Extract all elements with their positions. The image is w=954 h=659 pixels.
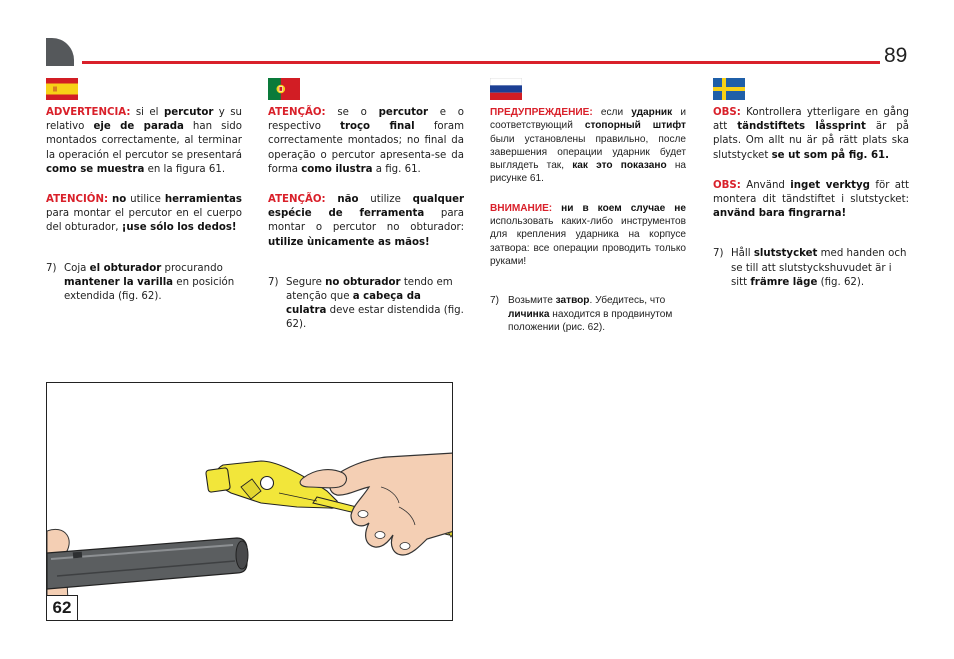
sweden-flag-icon [713, 78, 745, 100]
bolt-body-end [236, 541, 248, 569]
figure-number: 62 [47, 595, 78, 620]
warning-label: OBS: [713, 179, 741, 191]
body-text: если [592, 107, 632, 118]
body-text: para montar o percutor no obturador: [268, 208, 464, 234]
fingernail [358, 511, 368, 518]
body-text: en posición extendida (fig. 62). [64, 276, 235, 303]
figure-62 [46, 382, 453, 621]
body-text: Coja [64, 262, 90, 274]
body-text: были установлены правильно, после завершения операции ударник будет выглядеть так, [490, 133, 686, 172]
emphasis-text: como ilustra [301, 163, 373, 175]
emphasis-text: como se muestra [46, 163, 145, 175]
emphasis-text: se ut som på fig. 61. [771, 149, 889, 161]
body-text [552, 203, 561, 214]
warning-label: ПРЕДУПРЕЖДЕНИЕ: [490, 107, 593, 118]
body-text: Возьмите [508, 295, 556, 307]
emphasis-text: no [111, 194, 127, 206]
body-text: Använd [740, 179, 791, 191]
emphasis-text: använd bara fingrarna! [713, 208, 847, 220]
column-russian [490, 78, 686, 334]
russia-flag-icon [490, 78, 522, 100]
body-text: en la figura 61. [144, 163, 226, 175]
emphasis-text: percutor [378, 107, 429, 118]
emphasis-text: herramientas [164, 194, 242, 206]
firing-pin-head [206, 468, 231, 493]
emphasis-text: a cabeça da culatra [286, 291, 421, 317]
column-spanish [46, 78, 242, 304]
body-text: han sido montados correctamente, al terminar la operación el percutor se presentará [46, 121, 242, 161]
warning-paragraph [268, 106, 464, 177]
emphasis-text: não [337, 194, 359, 206]
body-text: и соответствующий [490, 107, 686, 132]
step-7 [490, 294, 686, 334]
emphasis-text: личинка [508, 308, 550, 320]
step-text [64, 262, 242, 305]
emphasis-text: troço final [340, 121, 415, 133]
portugal-flag-icon [268, 78, 300, 100]
body-text: Kontrollera ytterligare en gång att [713, 107, 909, 133]
fingernail [400, 543, 410, 550]
body-text: deve estar distendida (fig. 62). [286, 305, 464, 331]
warning-label: ATENCIÓN: [46, 194, 109, 206]
body-text: para montar el percutor en el cuerpo del obturador, [46, 208, 242, 234]
emphasis-text: ни в коем случае не [561, 202, 686, 214]
emphasis-text: främre läge [750, 276, 818, 288]
emphasis-text: ¡use sólo los dedos! [121, 222, 237, 234]
emphasis-text: qualquer espécie de ferramenta [268, 194, 464, 220]
right-hand-thumb [300, 470, 346, 488]
body-text: är på plats. Om allt nu är på rätt plats ska slutstycket [713, 121, 909, 161]
body-text: procurando [161, 262, 223, 274]
emphasis-text: el obturador [89, 262, 162, 274]
column-portuguese [268, 78, 464, 333]
step-7 [713, 247, 909, 290]
emphasis-text: как это показано [572, 160, 667, 172]
emphasis-text: slutstycket [753, 248, 818, 260]
step-number: 7) [268, 276, 279, 288]
step-number: 7) [490, 295, 499, 307]
body-text: utilize [358, 194, 413, 206]
page-number: 89 [884, 44, 908, 67]
attention-paragraph [268, 193, 464, 250]
column-swedish [713, 78, 909, 290]
body-text: för att montera dit tändstiftet i slutstycket: [713, 179, 910, 206]
body-text: tendo em atenção que [286, 276, 453, 303]
emphasis-text: eje de parada [93, 121, 184, 133]
warning-paragraph [490, 106, 686, 186]
body-text: Håll [731, 248, 754, 260]
body-text: y su relativo [46, 107, 242, 133]
emphasis-text: tändstiftets låssprint [737, 121, 866, 133]
step-text [508, 294, 686, 334]
step-7 [46, 262, 242, 305]
emphasis-text: percutor [163, 107, 214, 118]
emphasis-text: ударник [631, 107, 673, 118]
warning-label: OBS: [713, 107, 741, 118]
fingernail [375, 532, 385, 539]
body-text: . Убедитесь, что [589, 295, 666, 307]
warning-label: ATENÇÃO: [268, 194, 326, 206]
attention-paragraph [713, 179, 909, 222]
warning-label: ВНИМАНИЕ: [490, 202, 553, 214]
body-text: использовать каких-либо инструментов для крепления ударника на корпусе затвора: все операции проводить только руками! [490, 216, 686, 267]
step-text [286, 276, 464, 333]
spain-flag-icon [46, 78, 78, 100]
body-text: e o respectivo [268, 107, 464, 133]
warning-label: ADVERTENCIA: [46, 107, 131, 118]
emphasis-text: стопорный штифт [584, 120, 686, 132]
step-text [731, 247, 909, 290]
emphasis-text: затвор [555, 295, 590, 307]
attention-paragraph [46, 193, 242, 236]
attention-paragraph [490, 202, 686, 268]
emphasis-text: mantener la varilla [64, 276, 174, 288]
step-7 [268, 276, 464, 333]
step-number: 7) [713, 248, 724, 260]
emphasis-text: no obturador [325, 276, 401, 288]
step-number: 7) [46, 262, 57, 274]
body-text: Segure [286, 276, 326, 288]
body-text: a fig. 61. [372, 163, 421, 175]
emphasis-text: inget verktyg [790, 179, 870, 191]
warning-paragraph [46, 106, 242, 177]
emphasis-text: utilize ùnicamente as mãos! [268, 236, 430, 248]
bolt-body-slot [73, 552, 82, 559]
body-text [326, 194, 338, 205]
body-text: se o [325, 107, 379, 118]
body-text: (fig. 62). [817, 276, 865, 288]
section-tab-marker [46, 38, 74, 66]
warning-label: ATENÇÃO: [268, 107, 326, 118]
body-text: foram correctamente montados; no final da operação o percutor apresenta-se da forma [268, 121, 464, 175]
firing-pin-hole [261, 477, 274, 490]
body-text: находится в продвинутом положении (рис. 62). [508, 308, 673, 333]
warning-paragraph [713, 106, 909, 163]
figure-illustration [47, 383, 453, 621]
body-text: med handen och se till att slutstyckshuvudet är i sitt [731, 248, 907, 288]
header-rule [82, 61, 880, 64]
body-text: utilice [126, 194, 165, 206]
body-text: на рисунке 61. [490, 160, 687, 185]
body-text: si el [130, 107, 164, 118]
right-hand [330, 453, 453, 555]
